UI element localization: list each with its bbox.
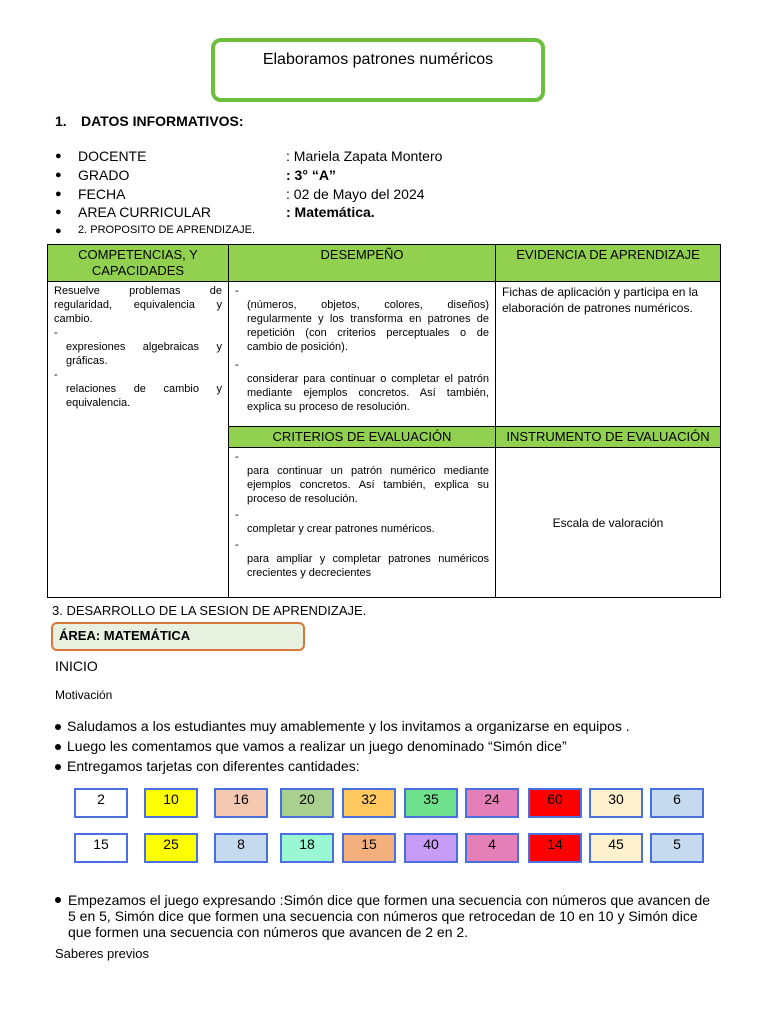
info-value-docente: : Mariela Zapata Montero — [286, 148, 443, 164]
capacidad-text: expresiones algebraicas y gráficas. — [66, 341, 222, 367]
list-item — [55, 758, 360, 774]
number-card: 5 — [650, 833, 704, 863]
dash-marker: - — [54, 327, 58, 339]
number-card: 32 — [342, 788, 396, 818]
bullet-icon — [55, 764, 61, 770]
inicio-heading: INICIO — [55, 658, 98, 674]
bullet-icon — [55, 724, 61, 730]
list-item-text: Saludamos a los estudiantes muy amablemente y los invitamos a organizarse en equipos . — [67, 718, 630, 734]
criterio-text: para continuar un patrón numérico mediante ejemplos concretos. Así también, explica su proceso de resolución. — [247, 465, 489, 505]
saberes-heading: Saberes previos — [55, 946, 149, 961]
bullet-icon: ● — [55, 150, 62, 162]
section-1-number: 1. — [55, 113, 67, 129]
number-card: 20 — [280, 788, 334, 818]
desempeno-text: considerar para continuar o completar el patrón mediante ejemplos concretos. Así también, explica su proceso de resolución. — [247, 373, 489, 413]
bullet-icon: ● — [55, 206, 62, 218]
motivacion-heading: Motivación — [55, 688, 113, 702]
header-criterios: CRITERIOS DE EVALUACIÓN — [229, 427, 496, 448]
number-card: 35 — [404, 788, 458, 818]
list-item — [55, 738, 567, 754]
criterios-cell — [229, 448, 496, 598]
desempeno-cell — [229, 282, 496, 427]
header-instrumento: INSTRUMENTO DE EVALUACIÓN — [496, 427, 721, 448]
number-card: 6 — [650, 788, 704, 818]
game-paragraph — [55, 892, 715, 940]
number-card: 2 — [74, 788, 128, 818]
title-box — [211, 38, 545, 102]
bullet-icon: ● — [55, 188, 62, 200]
criterio-text: completar y crear patrones numéricos. — [247, 523, 435, 535]
dash-marker: - — [235, 451, 239, 463]
number-card: 40 — [404, 833, 458, 863]
number-card: 25 — [144, 833, 198, 863]
evidencia-cell: Fichas de aplicación y participa en la elaboración de patrones numéricos. — [496, 282, 721, 427]
number-card: 14 — [528, 833, 582, 863]
list-item-text: Entregamos tarjetas con diferentes cantidades: — [67, 758, 360, 774]
number-card: 16 — [214, 788, 268, 818]
bullet-icon — [55, 897, 61, 903]
dash-marker: - — [235, 285, 239, 297]
desempeno-text: (números, objetos, colores, diseños) regularmente y los transforma en patrones de repetición (con criterios perceptuales o de cambio de posición). — [247, 299, 489, 353]
section-1-title: DATOS INFORMATIVOS: — [81, 113, 244, 129]
criterio-text: para ampliar y completar patrones numéricos crecientes y decrecientes — [247, 553, 489, 579]
section-3-heading: 3. DESARROLLO DE LA SESION DE APRENDIZAJE. — [52, 603, 367, 618]
bullet-icon: ● — [55, 169, 62, 181]
info-value-area: : Matemática. — [286, 204, 375, 220]
info-label-grado: GRADO — [78, 167, 130, 183]
number-card: 45 — [589, 833, 643, 863]
dash-marker: - — [235, 509, 239, 521]
number-card: 15 — [342, 833, 396, 863]
list-item-text: Luego les comentamos que vamos a realizar un juego denominado “Simón dice” — [67, 738, 567, 754]
header-evidencia: EVIDENCIA DE APRENDIZAJE — [496, 245, 721, 282]
number-card: 8 — [214, 833, 268, 863]
number-card: 24 — [465, 788, 519, 818]
dash-marker: - — [235, 539, 239, 551]
info-value-grado: : 3° “A” — [286, 167, 336, 183]
bullet-icon: ● — [55, 225, 62, 237]
dash-marker: - — [235, 359, 239, 371]
game-text: Empezamos el juego expresando :Simón dice que formen una secuencia con números que avancen de 5 en 5, Simón dice que formen una secuencia con números que retrocedan de 10 en 10 y Simón dice que formen una secuencia con números que avancen de 2 en 2. — [68, 892, 711, 940]
header-competencias: COMPETENCIAS, Y CAPACIDADES — [48, 245, 229, 282]
info-label-area: AREA CURRICULAR — [78, 204, 212, 220]
area-label: ÁREA: MATEMÁTICA — [51, 622, 305, 651]
number-card: 30 — [589, 788, 643, 818]
info-label-fecha: FECHA — [78, 186, 126, 202]
number-card: 60 — [528, 788, 582, 818]
info-value-fecha: : 02 de Mayo del 2024 — [286, 186, 425, 202]
number-card: 10 — [144, 788, 198, 818]
purpose-table — [47, 244, 721, 598]
number-card: 15 — [74, 833, 128, 863]
info-label-docente: DOCENTE — [78, 148, 147, 164]
capacidad-text: relaciones de cambio y equivalencia. — [66, 383, 222, 409]
dash-marker: - — [54, 369, 58, 381]
competencias-cell — [48, 282, 229, 598]
bullet-icon — [55, 744, 61, 750]
page-title: Elaboramos patrones numéricos — [262, 51, 494, 68]
competencia-text: Resuelve problemas de regularidad, equivalencia y cambio. — [54, 285, 222, 325]
section-1-heading — [55, 113, 244, 129]
number-card: 18 — [280, 833, 334, 863]
number-card: 4 — [465, 833, 519, 863]
list-item — [55, 718, 630, 734]
section-2-heading: 2. PROPOSITO DE APRENDIZAJE. — [78, 224, 256, 236]
instrumento-cell: Escala de valoración — [496, 448, 721, 598]
header-desempeno: DESEMPEÑO — [229, 245, 496, 282]
